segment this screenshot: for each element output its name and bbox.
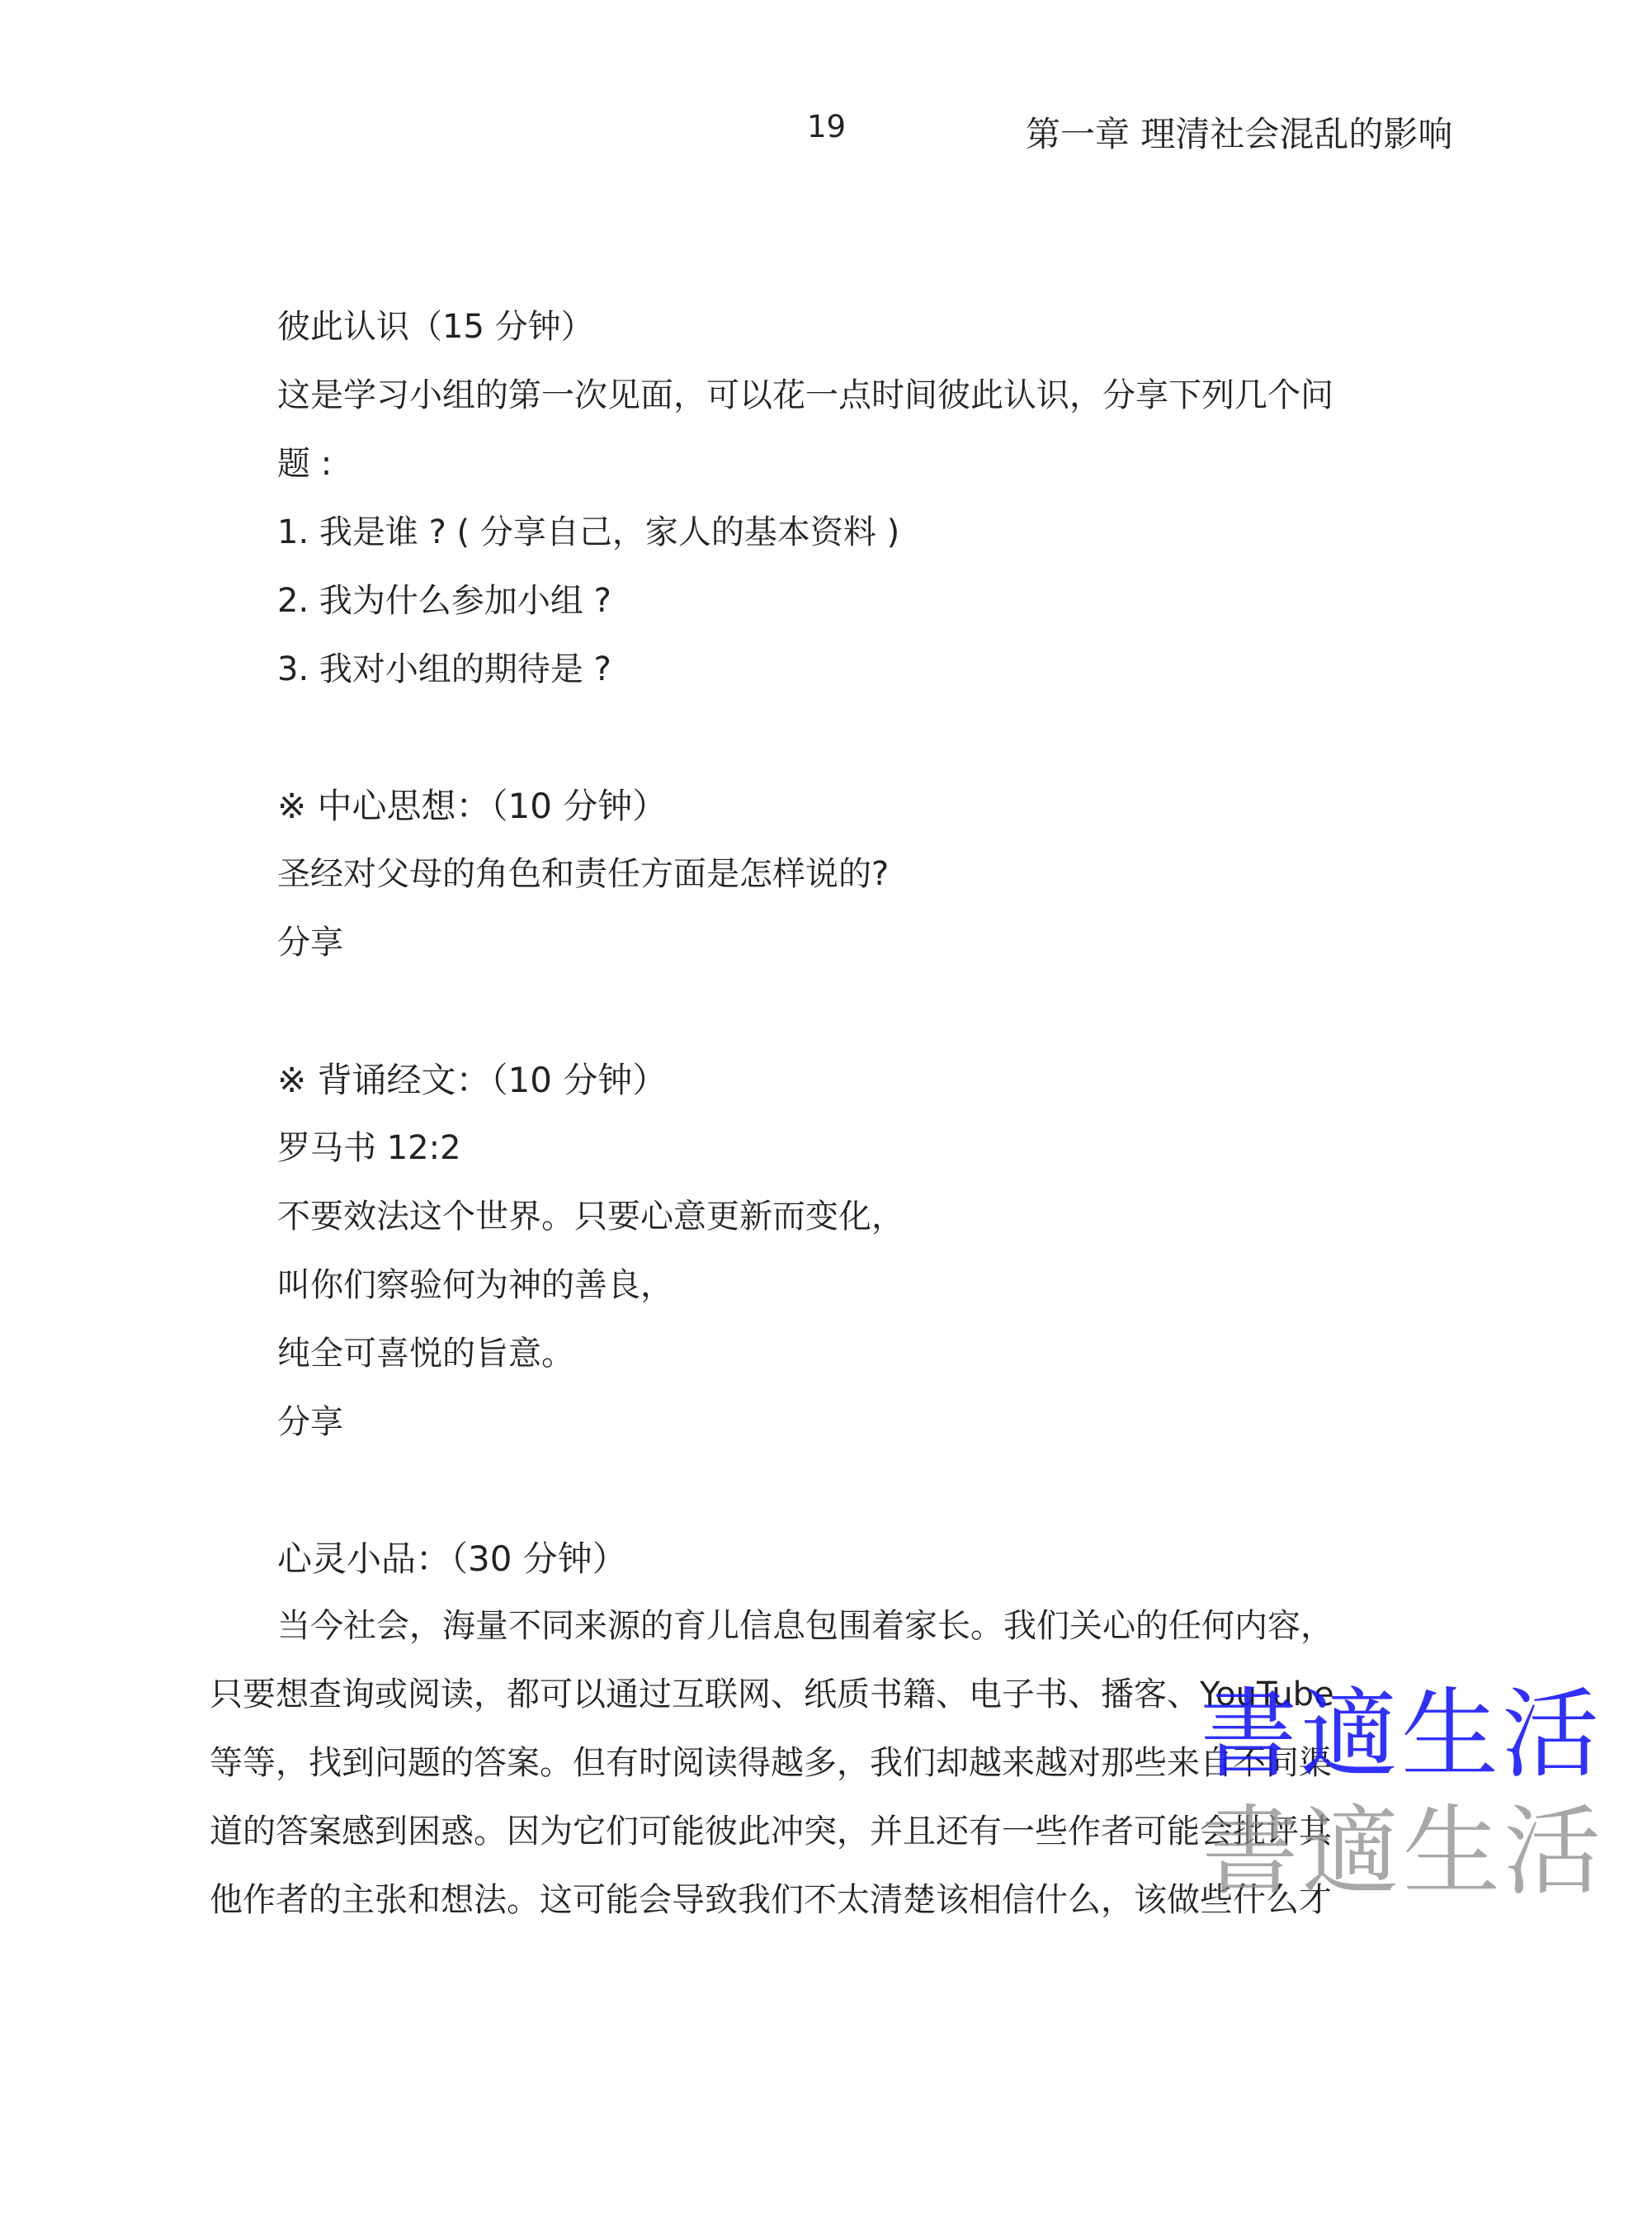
paragraph-line: 道的答案感到困惑。因为它们可能彼此冲突，并且还有一些作者可能会批评其 [210,1813,1332,1851]
share-label: 分享 [277,1403,343,1441]
verse-line: 叫你们察验何为神的善良， [277,1266,673,1304]
page-number: 19 [807,109,847,144]
paragraph-line: 只要想查询或阅读，都可以通过互联网、纸质书籍、电子书、播客、YouTube [210,1676,1334,1713]
verse-line: 不要效法这个世界。只要心意更新而变化， [277,1198,904,1236]
intro-text-line: 这是学习小组的第一次见面，可以花一点时间彼此认识，分享下列几个问 [277,376,1333,414]
central-question: 圣经对父母的角色和责任方面是怎样说的? [277,855,890,893]
share-label: 分享 [277,924,343,962]
section-title-central: ※ 中心思想：（10 分钟） [277,786,668,826]
section-title-intro: 彼此认识（15 分钟） [277,308,594,346]
chapter-title: 第一章 理清社会混乱的影响 [1026,114,1453,154]
paragraph-line: 当今社会，海量不同来源的育儿信息包围着家长。我们关心的任何内容， [277,1607,1333,1645]
verse-line: 纯全可喜悦的旨意。 [277,1335,574,1373]
question-item: 2. 我为什么参加小组 ? [277,582,611,620]
verse-reference: 罗马书 12:2 [277,1129,461,1167]
watermark-gray: 書適生活 [1201,1794,1605,1908]
section-title-memory: ※ 背诵经文：（10 分钟） [277,1060,668,1100]
question-item: 3. 我对小组的期待是 ? [277,650,611,688]
question-item: 1. 我是谁 ? ( 分享自己，家人的基本资料 ) [277,513,900,551]
section-title-devotion: 心灵小品：（30 分钟） [277,1539,627,1579]
paragraph-line: 等等，找到问题的答案。但有时阅读得越多，我们却越来越对那些来自不同渠 [210,1744,1332,1782]
paragraph-line: 他作者的主张和想法。这可能会导致我们不太清楚该相信什么，该做些什么才 [210,1881,1332,1919]
intro-text-line: 题 : [277,445,333,483]
watermark-blue: 書適生活 [1200,1677,1603,1791]
